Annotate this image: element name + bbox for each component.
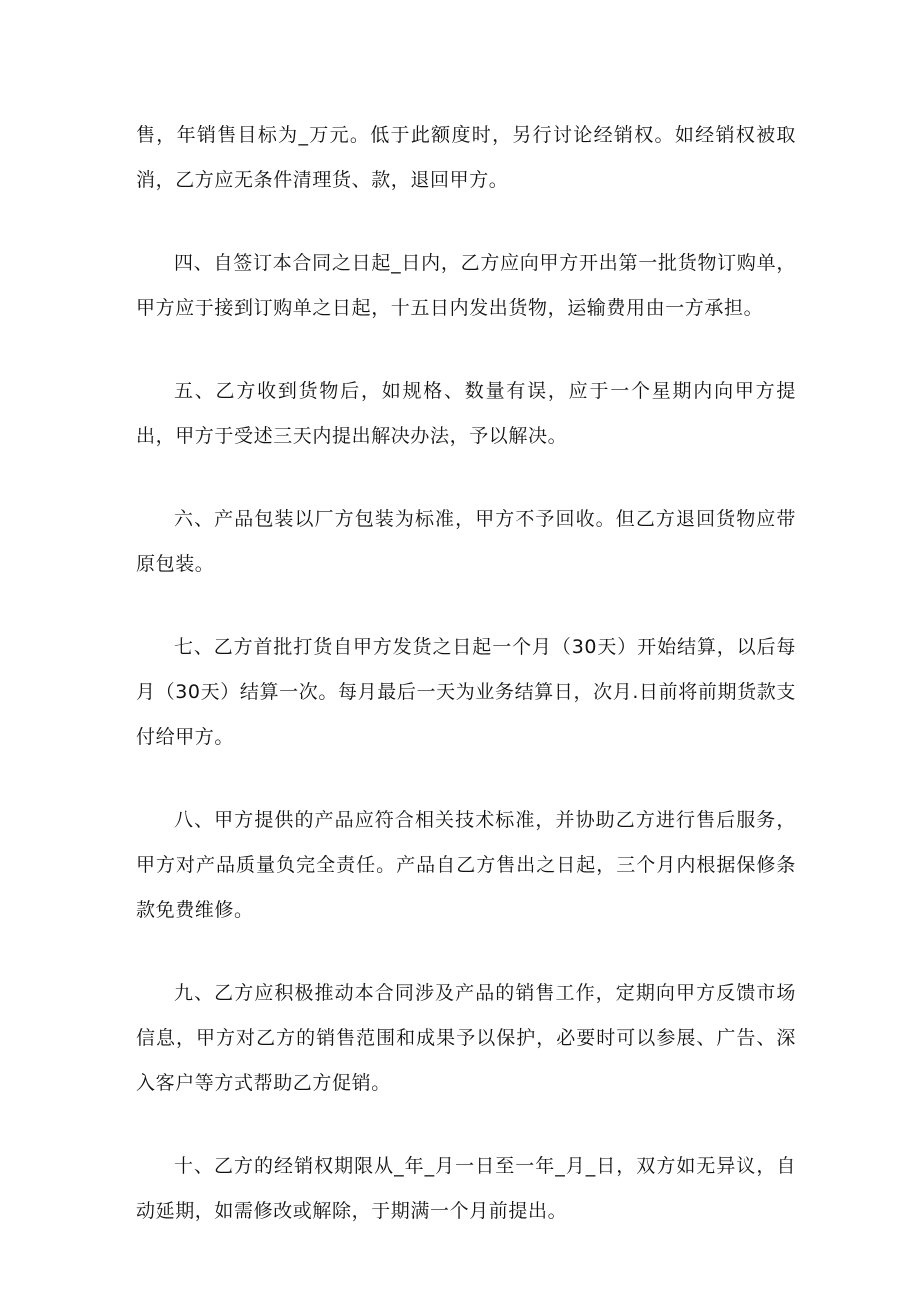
- paragraph-clause-5: 五、乙方收到货物后，如规格、数量有误，应于一个星期内向甲方提出，甲方于受述三天内提出解决办法，予以解决。: [136, 380, 796, 447]
- paragraph-clause-4: 四、自签订本合同之日起_日内，乙方应向甲方开出第一批货物订购单，甲方应于接到订购单之日起，十五日内发出货物，运输费用由一方承担。: [136, 252, 796, 319]
- paragraph-clause-6: 六、产品包装以厂方包装为标准，甲方不予回收。但乙方退回货物应带原包装。: [136, 508, 796, 575]
- paragraph-clause-8: 八、甲方提供的产品应符合相关技术标准，并协助乙方进行售后服务，甲方对产品质量负完全责任。产品自乙方售出之日起，三个月内根据保修条款免费维修。: [136, 809, 796, 921]
- document-body: [136, 113, 796, 1272]
- paragraph-clause-9: 九、乙方应积极推动本合同涉及产品的销售工作，定期向甲方反馈市场信息，甲方对乙方的销售范围和成果予以保护，必要时可以参展、广告、深入客户等方式帮助乙方促销。: [136, 982, 796, 1094]
- paragraph-continuation: 售，年销售目标为_万元。低于此额度时，另行讨论经销权。如经销权被取消，乙方应无条件清理货、款，退回甲方。: [136, 124, 796, 191]
- paragraph-clause-7: 七、乙方首批打货自甲方发货之日起一个月（30天）开始结算，以后每月（30天）结算一次。每月最后一天为业务结算日，次月.日前将前期货款支付给甲方。: [136, 636, 796, 748]
- paragraph-clause-10: 十、乙方的经销权期限从_年_月一日至一年_月_日，双方如无异议，自动延期，如需修改或解除，于期满一个月前提出。: [136, 1155, 796, 1222]
